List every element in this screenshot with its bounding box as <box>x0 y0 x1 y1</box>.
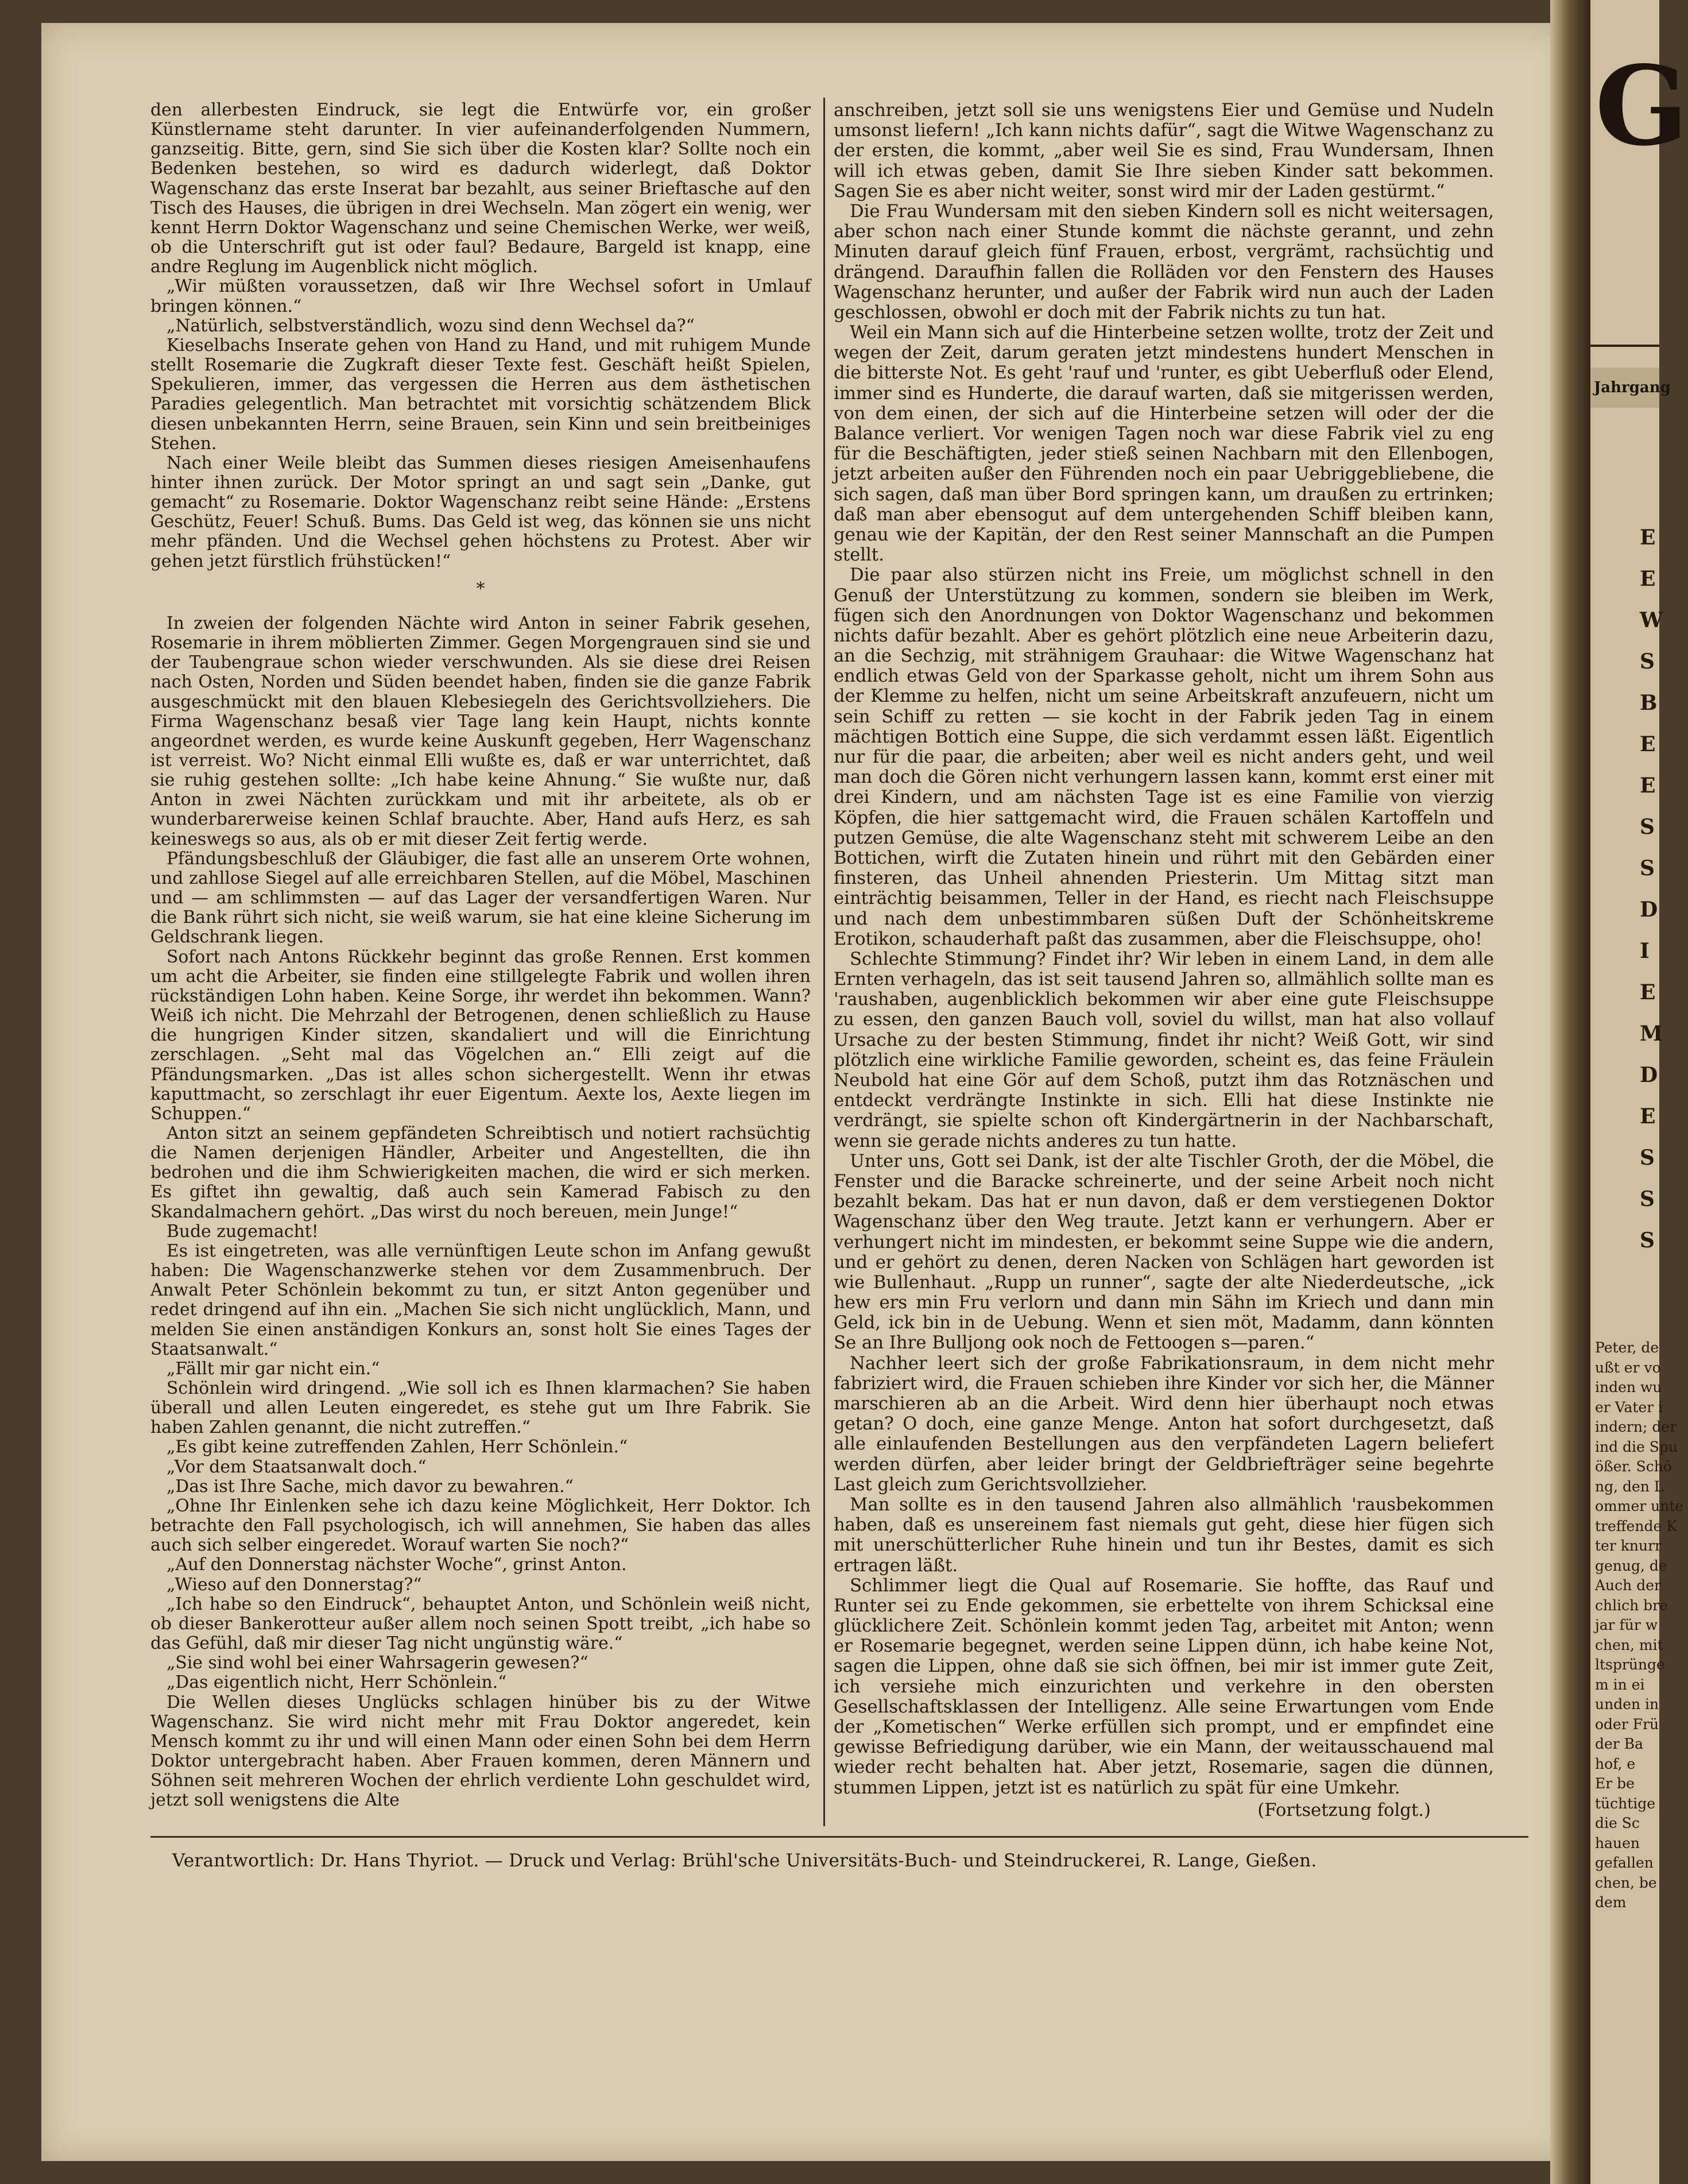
paragraph: Nachher leert sich der große Fabrikationsraum, in dem nicht mehr fabriziert wird, die Frauen schieben ihre Kinder vor sich her, die Männer marschieren ab an die Arbeit. Wird denn hier überhaupt noch etwas getan? O doch, eine ganze Menge. Anton hat sofort durchgesetzt, daß alle einlaufenden Bestellungen aus den verpfändeten Lagern beliefert werden dürfen, aber leider bringt der Geldbriefträger seine begehrte Last gleich zum Gerichtsvollzieher. <box>834 1353 1494 1495</box>
adjacent-page-fragment: chlich bre <box>1595 1597 1668 1614</box>
adjacent-page-fragment: ind die Spu <box>1595 1438 1678 1455</box>
paragraph: Schlechte Stimmung? Findet ihr? Wir leben in einem Land, in dem alle Ernten verhageln, das ist seit tausend Jahren so, allmählich sollte man es 'raushaben, augenblicklich bekommen wir aber eine gute Fleischsuppe zu essen, den ganzen Bauch voll, soviel du willst, man hat also vollauf Ursache zu der besten Stimmung, findet ihr nicht? Weiß Gott, wir sind plötzlich eine wirkliche Familie geworden, scheint es, das feine Fräulein Neubold hat eine Gör auf dem Schoß, putzt ihm das Rotznäschen und entdeckt verdrängte Instinkte in sich. Elli hat diese Instinkte nie verdrängt, sie spielte schon oft Kindergärtnerin in der Nachbarschaft, wenn sie gerade nichts anderes zu tun hatte. <box>834 949 1494 1151</box>
paragraph: (Fortsetzung folgt.) <box>1257 1800 1431 1820</box>
adjacent-page-edge <box>1590 0 1688 2184</box>
paragraph: „Das eigentlich nicht, Herr Schönlein.“ <box>167 1672 507 1693</box>
paragraph: Bude zugemacht! <box>167 1221 319 1242</box>
adjacent-page-fragment: dem <box>1595 1894 1627 1911</box>
paragraph: den allerbesten Eindruck, sie legt die Entwürfe vor, ein großer Künstlername steht darunter. In vier aufeinanderfolgenden Nummern, ganzseitig. Bitte, gern, sind Sie sich über die Kosten klar? Sollte noch ein Bedenken bestehen, so wird es dadurch widerlegt, daß Doktor Wagenschanz das erste Inserat bar bezahlt, aus seiner Brieftasche auf den Tisch des Hauses, die übrigen in drei Wechseln. Man zögert ein wenig, wer kennt Herrn Doktor Wagenschanz und seine Chemischen Werke, wer weiß, ob die Unterschrift gut ist oder faul? Bedaure, Bargeld ist knapp, eine andre Reglung im Augenblick nicht möglich. <box>150 100 811 277</box>
adjacent-page-fragment: ößer. Schö <box>1595 1458 1672 1475</box>
adjacent-page-fragment: m in ei <box>1595 1676 1645 1693</box>
paragraph: anschreiben, jetzt soll sie uns wenigstens Eier und Gemüse und Nudeln umsonst liefern! „Ich kann nichts dafür“, sagt die Witwe Wagenschanz zu der ersten, die kommt, „aber weil Sie es sind, Frau Wundersam, Ihnen will ich etwas geben, damit Sie Ihre sieben Kinder satt bekommen. Sagen Sie es aber nicht weiter, sonst wird mir der Laden gestürmt.“ <box>834 100 1494 202</box>
adjacent-page-fragment: die Sc <box>1595 1815 1640 1831</box>
book-gutter <box>1550 0 1590 2184</box>
adjacent-page-fragment: ter knurr <box>1595 1537 1662 1554</box>
adjacent-page-letter: S <box>1640 650 1655 674</box>
paragraph: Weil ein Mann sich auf die Hinterbeine setzen wollte, trotz der Zeit und wegen der Zeit, darum geraten jetzt mindestens hundert Menschen in die bitterste Not. Es geht 'rauf und 'runter, es gibt Ueberfluß oder Elend, immer sind es Hunderte, die darauf warten, daß sie mitgerissen werden, von dem einen, der sich auf die Hinterbeine setzen will oder der die Balance verliert. Vor wenigen Tagen noch war diese Fabrik viel zu eng für die Beschäftigten, jeder stieß seinen Nachbarn mit den Ellenbogen, jetzt arbeiten außer den Führenden noch ein paar Uebriggebliebene, die sich sagen, daß man über Bord springen kann, um draußen zu ertrinken; daß man aber ebensogut auf dem untergehenden Schiff bleiben kann, genau wie der Kapitän, der den Rest seiner Mannschaft an die Pumpen stellt. <box>834 323 1494 566</box>
adjacent-page-letters <box>1640 517 1663 1261</box>
adjacent-page-letter: S <box>1640 1187 1655 1211</box>
paragraph: In zweien der folgenden Nächte wird Anton in seiner Fabrik gesehen, Rosemarie in ihrem möblierten Zimmer. Gegen Morgengrauen sind sie und der Taubengraue schon wieder verschwunden. Als sie diese drei Reisen nach Osten, Norden und Süden beendet haben, finden sie die ganze Fabrik ausgeschmückt mit den blauen Klebesiegeln des Gerichtsvollziehers. Die Firma Wagenschanz besaß vier Tage lang kein Haupt, nichts konnte angeordnet werden, es wurde keine Auskunft gegeben, Herr Wagenschanz ist verreist. Wo? Nicht einmal Elli wußte es, daß er war unterrichtet, daß sie ruhig gestehen sollte: „Ich habe keine Ahnung.“ Sie wußte nur, daß Anton in zwei Nächten zurückkam und mit ihr arbeitete, als ob er wunderbarerweise keinen Schlaf brauchte. Aber, Hand aufs Herz, es sah keineswegs so aus, als ob er mit dieser Zeit fertig werde. <box>150 613 811 849</box>
adjacent-page-masthead: G <box>1595 42 1688 170</box>
adjacent-page-fragment: gefallen <box>1595 1854 1654 1871</box>
adjacent-page-fragment: der Ba <box>1595 1735 1643 1752</box>
paragraph: Schlimmer liegt die Qual auf Rosemarie. Sie hoffte, das Rauf und Runter sei zu Ende gekommen, sie erbettelte von ihrem Schicksal eine glücklichere Zeit. Schönlein kommt jeden Tag, arbeitet mit Anton; wenn er Rosemarie begegnet, werden seine Lippen dünn, ich habe keine Not, sagen die Lippen, ohne daß sie sich öffnen, bei mir ist immer gute Zeit, ich versiehe mich einzurichten und verkehre in den obersten Gesellschaftsklassen der Intelligenz. Alle seine Erwartungen vom Ende der „Kometischen“ Werke erfüllen sich prompt, und er empfindet eine gewisse Befriedigung darüber, wie ein Mann, der weitausschauend mal wieder recht behalten hat. Aber jetzt, Rosemarie, sagen die dünnen, stummen Lippen, jetzt ist es natürlich zu spät für eine Umkehr. <box>834 1575 1494 1798</box>
paragraph: „Das ist Ihre Sache, mich davor zu bewahren.“ <box>167 1476 574 1497</box>
paragraph: „Natürlich, selbstverständlich, wozu sind denn Wechsel da?“ <box>167 315 695 336</box>
imprint-footer: Verantwortlich: Dr. Hans Thyriot. — Druck und Verlag: Brühl'sche Universitäts-Buch- und Steindruckerei, R. Lange, Gießen. <box>172 1850 1317 1871</box>
adjacent-page-letter: S <box>1640 1228 1655 1253</box>
paragraph: Es ist eingetreten, was alle vernünftigen Leute schon im Anfang gewußt haben: Die Wagenschanzwerke stehen vor dem Zusammenbruch. Der Anwalt Peter Schönlein bekommt zu tun, er sitzt Anton gegenüber und redet dringend auf ihn ein. „Machen Sie sich nicht unglücklich, Mann, und melden Sie einen anständigen Konkurs an, sonst holt Sie eines Tages der Staatsanwalt.“ <box>150 1240 811 1359</box>
paragraph: Nach einer Weile bleibt das Summen dieses riesigen Ameisenhaufens hinter ihnen zurück. Der Motor springt an und sagt sein „Danke, gut gemacht“ zu Rosemarie. Doktor Wagenschanz reibt seine Hände: „Erstens Geschütz, Feuer! Schuß. Bums. Das Geld ist weg, das können sie uns nicht mehr pfänden. Und die Wechsel gehen höchstens zu Protest. Aber wir gehen jetzt fürstlich frühstücken!“ <box>150 453 811 571</box>
paragraph: Pfändungsbeschluß der Gläubiger, die fast alle an unserem Orte wohnen, und zahllose Siegel auf alle erreichbaren Stellen, auf die Möbel, Maschinen und — am schlimmsten — auf das Lager der versandfertigen Waren. Nur die Bank rührt sich nicht, sie weiß warum, sie hat eine kleine Sicherung im Geldschrank liegen. <box>150 848 811 948</box>
adjacent-page-fragment: ommer unte <box>1595 1498 1684 1514</box>
paragraph: Die Frau Wundersam mit den sieben Kindern soll es nicht weitersagen, aber schon nach einer Stunde kommt die nächste gerannt, und zehn Minuten darauf gleich fünf Frauen, erbost, vergrämt, rachsüchtig und drängend. Daraufhin fallen die Rolläden vor den Fenstern des Hauses Wagenschanz herunter, und außer der Fabrik wird nun auch der Laden geschlossen, obwohl er doch mit der Fabrik nichts zu tun hat. <box>834 201 1494 323</box>
adjacent-page-fragment: oder Frü <box>1595 1715 1659 1733</box>
adjacent-page-fragment: hof, e <box>1595 1755 1636 1772</box>
paragraph: * <box>476 578 485 599</box>
adjacent-page-letter: D <box>1640 898 1658 922</box>
adjacent-page-letter: E <box>1640 567 1656 591</box>
adjacent-page-rule <box>1590 345 1659 347</box>
paragraph: Unter uns, Gott sei Dank, ist der alte Tischler Groth, der die Möbel, die Fenster und die Baracke schreinerte, und der seine Arbeit noch nicht bezahlt bekam. Das hat er nun davon, daß er dem verstiegenen Doktor Wagenschanz über den Weg traute. Jetzt kann er verhungern. Aber er verhungert nicht im mindesten, er bekommt seine Suppe wie die andern, und er gehört zu denen, deren Nacken von Schlägen hart geworden ist wie Bullenhaut. „Rupp un runner“, sagte der alte Niederdeutsche, „ick hew ers min Fru verlorn und dann min Sähn im Kriech und dann min Geld, ick bin in de Uebung. Wenn et sien möt, Madamm, dann könnten Se an Ihre Bulljong ook noch de Fettoogen s—paren.“ <box>834 1151 1494 1354</box>
adjacent-page-fragment: Auch der <box>1595 1577 1661 1594</box>
article-column-left <box>150 100 811 1810</box>
adjacent-page-letter: S <box>1640 815 1655 839</box>
paragraph: Die paar also stürzen nicht ins Freie, um möglichst schnell in den Genuß der Unterstützung zu kommen, sondern sie bleiben im Werk, fügen sich den Anordnungen von Doktor Wagenschanz und bekommen nichts dafür bezahlt. Aber es gehört plötzlich eine neue Arbeiterin dazu, an die Sechzig, mit strähnigem Grauhaar: die Witwe Wagenschanz hat endlich etwas Geld von der Sparkasse geholt, nicht um ihrem Sohn aus der Klemme zu helfen, nicht um seine Arbeitskraft anzufeuern, nicht um sein Schiff zu retten — sie kocht in der Fabrik jeden Tag in einem mächtigen Bottich eine Suppe, die sich verdammt essen läßt. Eigentlich nur für die paar, die arbeiten; aber weil es nicht anders geht, und weil man doch die Gören nicht verhungern lassen kann, kommt erst einer mit drei Kindern, und am nächsten Tage ist es eine Familie von vierzig Köpfen, die hier sattgemacht wird, die Frauen schälen Kartoffeln und putzen Gemüse, die alte Wagenschanz steht mit schwerem Leibe an den Bottichen, wirft die Zutaten hinein und rührt mit den Gebärden einer finsteren, das Unheil ahnenden Priesterin. Um Mittag sitzt man einträchtig beisammen, Teller in der Hand, es riecht nach Fleischsuppe und nach dem unbestimmbaren süßen Duft der Schönheitskreme Erotikon, schauderhaft paßt das zusammen, aber die Fleischsuppe, oho! <box>834 565 1494 949</box>
adjacent-page-fragment: chen, mit <box>1595 1636 1663 1653</box>
adjacent-page-year-band: Jahrgang <box>1590 368 1659 408</box>
adjacent-page-letter: E <box>1640 980 1656 1004</box>
adjacent-page-fragment: er Vater i <box>1595 1398 1663 1416</box>
paragraph: Anton sitzt an seinem gepfändeten Schreibtisch und notiert rachsüchtig die Namen derjenigen Händler, Arbeiter und Angestellten, die ihn bedrohen und die ihm Schwierigkeiten machen, die wird er sich merken. Es giftet ihn gewaltig, daß auch sein Kamerad Fabisch zu den Skandalmachern gehört. „Das wirst du noch bereuen, mein Junge!“ <box>150 1123 811 1222</box>
adjacent-page-fragment: ltsprünge <box>1595 1656 1665 1673</box>
adjacent-page-fragment: Peter, de <box>1595 1339 1659 1356</box>
article-column-right <box>834 100 1494 1820</box>
adjacent-page-letter: E <box>1640 525 1656 550</box>
adjacent-page-fragment: ußt er vo <box>1595 1359 1661 1376</box>
adjacent-page-fragment: hauen <box>1595 1834 1640 1851</box>
paragraph: Die Wellen dieses Unglücks schlagen hinüber bis zu der Witwe Wagenschanz. Sie wird nicht mehr mit Frau Doktor angeredet, kein Mensch kommt zu ihr und will einen Mann oder einen Sohn bei dem Herrn Doktor untergebracht haben. Aber Frauen kommen, deren Männern und Söhnen seit mehreren Wochen der ehrlich verdiente Lohn geschuldet wird, jetzt soll wenigstens die Alte <box>150 1692 811 1811</box>
paragraph: Man sollte es in den tausend Jahren also allmählich 'rausbekommen haben, daß es unsereinem fast niemals gut geht, diese hier fügen sich mit unerschütterlicher Ruhe hinein und tun ihr Bestes, damit es sich ertragen läßt. <box>834 1494 1494 1576</box>
adjacent-page-letter: W <box>1640 608 1663 632</box>
adjacent-page-letter: E <box>1640 774 1656 798</box>
paragraph: „Ohne Ihr Einlenken sehe ich dazu keine Möglichkeit, Herr Doktor. Ich betrachte den Fall psychologisch, ich will annehmen, Sie haben das alles auch sich selber eingeredet. Worauf warten Sie noch?“ <box>150 1495 811 1556</box>
paragraph: „Fällt mir gar nicht ein.“ <box>167 1358 380 1379</box>
adjacent-page-fragment: unden in <box>1595 1696 1659 1713</box>
adjacent-page-letter: M <box>1640 1022 1663 1046</box>
adjacent-page-letter: E <box>1640 732 1656 756</box>
paragraph: „Wir müßten voraussetzen, daß wir Ihre Wechsel sofort in Umlauf bringen können.“ <box>150 276 811 316</box>
adjacent-page-fragment: treffende K <box>1595 1517 1677 1534</box>
paragraph: „Vor dem Staatsanwalt doch.“ <box>167 1456 427 1477</box>
paragraph: Kieselbachs Inserate gehen von Hand zu Hand, und mit ruhigem Munde stellt Rosemarie die Zugkraft dieser Texte fest. Geschäft heißt Spielen, Spekulieren, immer, das vergessen die Herren aus dem ästhetischen Paradies gelegentlich. Man betrachtet mit vorsichtig schätzendem Blick diesen unbekannten Herrn, seine Brauen, sein Kinn und sein breitbeiniges Stehen. <box>150 335 811 454</box>
adjacent-page-letter: S <box>1640 1146 1655 1170</box>
adjacent-page-letter: E <box>1640 1104 1656 1128</box>
adjacent-page-letter: I <box>1640 939 1650 963</box>
adjacent-page-fragment: indern; der <box>1595 1418 1677 1435</box>
adjacent-page-fragment: ng, den L <box>1595 1478 1664 1495</box>
adjacent-page-fragment: chen, be <box>1595 1874 1657 1891</box>
adjacent-page-fragment: Er be <box>1595 1775 1635 1792</box>
adjacent-page-fragment: jar für w <box>1595 1617 1658 1633</box>
adjacent-page-fragment: genug, de <box>1595 1557 1667 1574</box>
paragraph: „Es gibt keine zutreffenden Zahlen, Herr Schönlein.“ <box>167 1437 628 1458</box>
paragraph: „Ich habe so den Eindruck“, behauptet Anton, und Schönlein weiß nicht, ob dieser Bankerotteur außer allem noch seinen Spott treibt, „ich habe so das Gefühl, daß mir dieser Tag nicht ungünstig wäre.“ <box>150 1594 811 1654</box>
paragraph: „Sie sind wohl bei einer Wahrsagerin gewesen?“ <box>167 1653 589 1673</box>
paragraph: „Auf den Donnerstag nächster Woche“, grinst Anton. <box>167 1555 627 1575</box>
paragraph: Schönlein wird dringend. „Wie soll ich es Ihnen klarmachen? Sie haben überall und allen Leuten eingeredet, es stehe gut um Ihre Fabrik. Sie haben Zahlen genannt, die nicht zutreffen.“ <box>150 1378 811 1438</box>
adjacent-page-letter: B <box>1640 691 1658 715</box>
paragraph: „Wieso auf den Donnerstag?“ <box>167 1574 422 1595</box>
column-divider <box>823 98 825 1826</box>
adjacent-page-fragment: tüchtige <box>1595 1795 1656 1812</box>
adjacent-page-letter: D <box>1640 1063 1658 1087</box>
adjacent-page-fragment: inden wu <box>1595 1379 1662 1396</box>
adjacent-page-text-fragments <box>1595 1338 1684 1913</box>
paragraph: Sofort nach Antons Rückkehr beginnt das große Rennen. Erst kommen um acht die Arbeiter, sie finden eine stillgelegte Fabrik und wollen ihren rückständigen Lohn haben. Keine Sorge, ihr werdet ihn bekommen. Wann? Weiß ich nicht. Die Mehrzahl der Betrogenen, denen schließlich zu Hause die hungrigen Kinder sitzen, skandaliert und will die Einrichtung zerschlagen. „Seht mal das Vögelchen an.“ Elli zeigt auf die Pfändungsmarken. „Das ist alles schon sichergestellt. Wenn ihr etwas kaputtmacht, so zerschlagt ihr euer Eigentum. Aexte los, Aexte liegen im Schuppen.“ <box>150 946 811 1124</box>
adjacent-page-letter: S <box>1640 856 1655 880</box>
footer-rule <box>150 1836 1528 1838</box>
